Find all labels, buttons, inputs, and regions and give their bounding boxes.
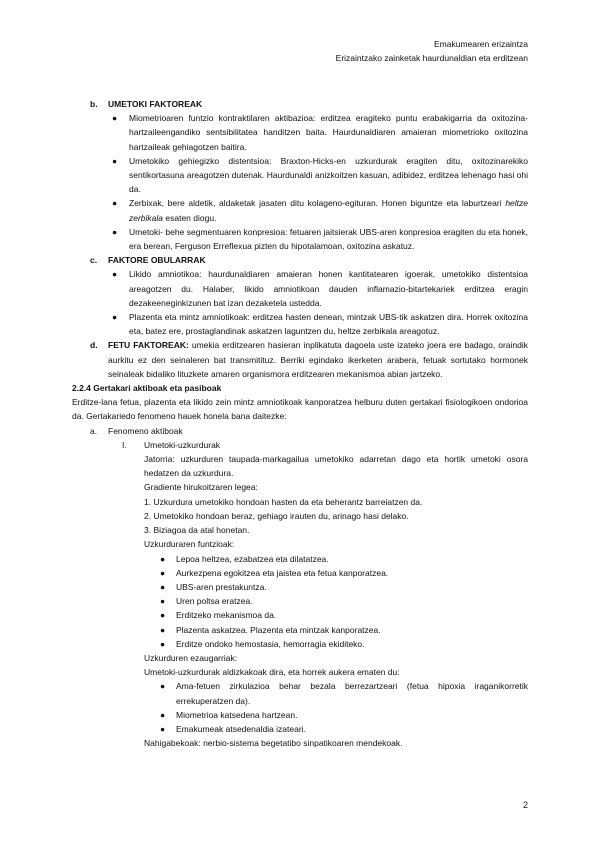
list-item-text: Uren poltsa eratzea. — [176, 596, 253, 607]
list-item — [72, 594, 528, 608]
bullet-icon: ● — [112, 113, 118, 124]
list-item-text: Lepoa heltzea, ezabatzea eta dilatatzea. — [176, 553, 329, 564]
bullet-icon: ● — [160, 723, 166, 734]
bullet-icon: ● — [112, 312, 118, 323]
section-d-text: umekia erditzearen hasieran inplikatuta dagoela uste izateko joera ere badago, oraindik aurkitu ez den seinaleren bat transmitituz. Berriki egindako ikerketen arabera, fetuak sortutako hormonek seinaleak bidaliko lituzkete amaren organismora erditzearen mekanismoa abian jartzeko. — [108, 340, 528, 379]
section-c-title: FAKTORE OBULARRAK — [108, 255, 206, 266]
section-c-marker: c. — [90, 255, 98, 266]
bullet-icon: ● — [112, 198, 118, 209]
list-item-text: Miometrioaren funtzio kontraktilaren aktibazioa: erditzea eragiteko puntu erabakigarria da oxitozina-hartzaileengandiko sentsibilitatea handitzen baita. Haurdunaldiaren amaieran miometrioko oxitozina hartzaileak gehiagotzen baitira. — [129, 113, 528, 152]
list-item — [72, 623, 528, 637]
list-item-text: Umetokiko gehiegizko distentsioa: Braxton-Hicks-en uzkurdurak eragiten ditu, oxitozinarekiko sentikortasuna areagotzen dutenak. Haurdunaldi anizkoitzen kasuan, adibidez, erditzea lehenago hasi ohi da. — [129, 155, 528, 195]
list-item-text: Likido amniotikoa: haurdunaldiaren amaieran honen kantitatearen igoerak, umetokiko distentsioa areagotzen du. Halaber, likido amniotikoan dauden inflamazio-bitartekariek erditzea eragin dezakeeneginkizunen bat izan dezaketela ustedda. — [129, 269, 528, 308]
bullet-icon: ● — [160, 709, 166, 720]
section-d — [72, 338, 528, 381]
list-item — [72, 267, 528, 310]
nahigabekoak-paragraph: Nahigabekoak: nerbio-sistema begetatibo sinpatikoaren mendekoak. — [144, 738, 403, 749]
list-item — [72, 679, 528, 707]
page-body — [72, 97, 528, 750]
bullet-icon: ● — [160, 581, 166, 592]
list-item: 2. Umetokiko hondoan beraz, gehiago irauten du, arinago hasi delako. — [144, 510, 409, 521]
section-heading: 2.2.4 Gertakari aktiboak eta pasiboak — [72, 383, 222, 394]
subsection-title: Umetoki-uzkurdurak — [144, 439, 221, 450]
header-title: Emakumearen erizaintza — [433, 39, 528, 49]
list-item-text: UBS-aren prestakuntza. — [176, 581, 267, 592]
phenomena-heading — [72, 424, 528, 438]
gradiente-title: Gradiente hirukoitzaren legea: — [144, 482, 258, 493]
list-item-text: Ama-fetuen zirkulazioa behar bezala berrezartzeari (fetua hipoxia iraganikorretik errekuperatzen da). — [176, 681, 528, 706]
list-item — [72, 722, 528, 736]
section-b-heading — [72, 97, 528, 111]
section-c-heading — [72, 253, 528, 267]
header-subtitle: Erizaintzako zainketak haurdunaldian eta erditzean — [335, 53, 528, 63]
list-item — [72, 637, 528, 651]
list-item-text: Erditzeko mekanismoa da. — [176, 610, 277, 621]
bullet-icon: ● — [160, 567, 166, 578]
page-number: 2 — [522, 800, 528, 810]
running-header — [336, 37, 528, 65]
list-item — [72, 154, 528, 197]
subsection-marker: I. — [122, 439, 127, 450]
bullet-icon: ● — [160, 624, 166, 635]
bullet-icon: ● — [160, 553, 166, 564]
list-item-text: Erditze ondoko hemostasia, hemorragia ekiditeko. — [176, 638, 365, 649]
section-b-marker: b. — [90, 99, 98, 109]
phenomena-marker: a. — [90, 425, 98, 436]
list-item-text: Miometrioa katsedena hartzean. — [176, 709, 298, 720]
bullet-icon: ● — [160, 610, 166, 621]
list-item — [72, 310, 528, 338]
list-item — [72, 225, 528, 253]
section-intro: Erditze-lana fetua, plazenta eta likido zein mintz amniotikoak kanporatzea helburu duten gertakari fisiologikoen ondorioa da. Gertakariedo fenomeno hauek honela bana daitezke: — [72, 397, 528, 422]
list-item — [72, 608, 528, 622]
list-item — [72, 552, 528, 566]
ezaugarriak-intro: Umetoki-uzkurdurak aldizkakoak dira, eta horrek aukera ematen du: — [144, 667, 400, 678]
funtzioak-title: Uzkurduraren funtzioak: — [144, 539, 235, 550]
italic-term: heltze zerbikala — [129, 198, 528, 223]
bullet-icon: ● — [160, 638, 166, 649]
list-item-text: Emakumeak atsedenaldia izateari. — [176, 723, 306, 734]
list-item: 1. Uzkurdura umetokiko hondoan hasten da eta beherantz barreiatzen da. — [144, 496, 423, 507]
list-item-text: Plazenta eta mintz amniotikoak: erditzea hasten denean, mintzak UBS-tik askatzen dira. Horrek oxitozina eta, batez ere, prostaglandinak askatzen laguntzen du, heltze zerbikala areagotuz. — [129, 312, 528, 337]
list-item — [72, 580, 528, 594]
bullet-icon: ● — [160, 596, 166, 607]
list-item: 3. Biziagoa da atal honetan. — [144, 525, 250, 536]
subsection-heading — [72, 438, 528, 452]
list-item — [72, 708, 528, 722]
list-item-text: Zerbixak, bere aldetik, aldaketak jasaten ditu kolageno-egituran. Honen biguntze eta laburtzeari — [129, 198, 502, 209]
section-b-title: UMETOKI FAKTOREAK — [108, 99, 203, 109]
bullet-icon: ● — [160, 681, 166, 692]
list-item — [72, 566, 528, 580]
list-item-text: Plazenta askatzea. Plazenta eta mintzak kanporatzea. — [176, 624, 381, 635]
list-item-text: Aurkezpena egokitzea eta jaistea eta fetua kanporatzea. — [176, 567, 389, 578]
jatorria-paragraph: Jatorria: uzkurduren taupada-markagailua umetokiko adarretan dago eta hortik umetoki osora hedatzen da uzkurdura. — [144, 454, 528, 479]
bullet-icon: ● — [112, 226, 118, 237]
section-d-marker: d. — [90, 340, 98, 351]
bullet-icon: ● — [112, 155, 118, 166]
section-d-title: FETU FAKTOREAK: — [108, 340, 189, 351]
list-item-text: esaten diogu. — [163, 212, 217, 223]
list-item — [72, 111, 528, 154]
list-item — [72, 196, 528, 224]
list-item-text: Umetoki- behe segmentuaren konpresioa: fetuaren jaitsierak UBS-aren konpresioa eragiten du eta honek, era berean, Ferguson Erreflexua pizten du hipotalamoan, oxitozina askatuz. — [129, 226, 528, 252]
phenomena-title: Fenomeno aktiboak — [108, 425, 183, 436]
ezaugarriak-title: Uzkurduren ezaugarriak: — [144, 652, 238, 663]
bullet-icon: ● — [112, 269, 118, 280]
